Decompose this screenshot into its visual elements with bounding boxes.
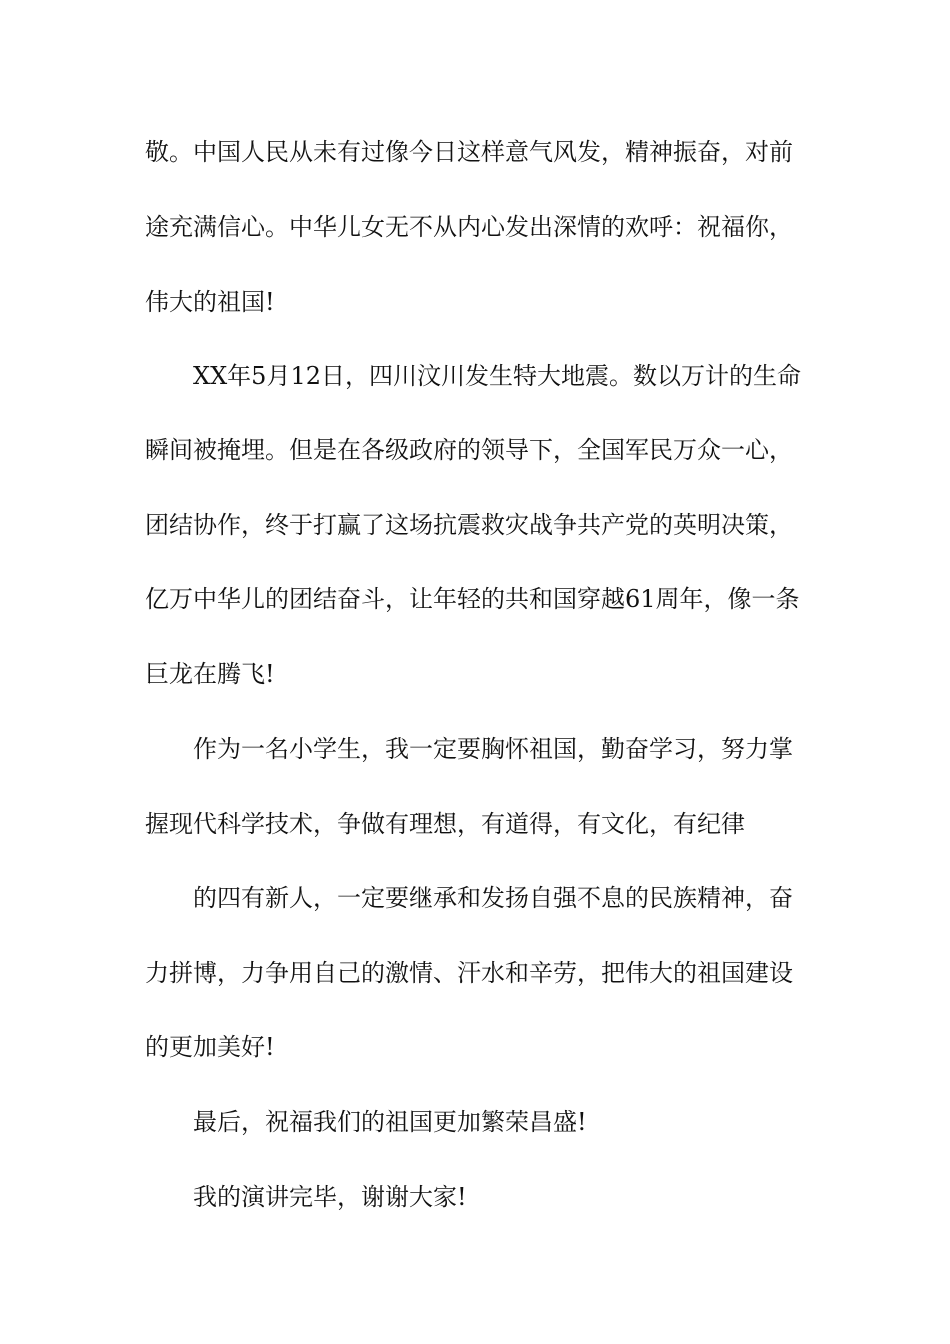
text-line: 我的演讲完毕，谢谢大家! bbox=[193, 1183, 467, 1211]
text-line: 握现代科学技术，争做有理想，有道得，有文化，有纪律 bbox=[145, 810, 745, 838]
text-line: 的四有新人，一定要继承和发扬自强不息的民族精神，奋 bbox=[193, 884, 793, 912]
text-line: 的更加美好! bbox=[145, 1033, 275, 1061]
text-line: 亿万中华儿的团结奋斗，让年轻的共和国穿越61周年，像一条 bbox=[145, 585, 800, 613]
text-line: XX年5月12日，四川汶川发生特大地震。数以万计的生命 bbox=[193, 362, 801, 390]
text-line: 力拼博，力争用自己的激情、汗水和辛劳，把伟大的祖国建设 bbox=[145, 959, 793, 987]
text-line: 巨龙在腾飞! bbox=[145, 660, 275, 688]
text-line: 伟大的祖国! bbox=[145, 288, 275, 316]
text-line: 敬。中国人民从未有过像今日这样意气风发，精神振奋，对前 bbox=[145, 138, 793, 166]
text-line: 瞬间被掩埋。但是在各级政府的领导下，全国军民万众一心， bbox=[145, 436, 793, 464]
text-line: 最后，祝福我们的祖国更加繁荣昌盛! bbox=[193, 1108, 587, 1136]
text-line: 途充满信心。中华儿女无不从内心发出深情的欢呼：祝福你， bbox=[145, 213, 793, 241]
text-line: 作为一名小学生，我一定要胸怀祖国，勤奋学习，努力掌 bbox=[193, 735, 793, 763]
text-line: 团结协作，终于打赢了这场抗震救灾战争共产党的英明决策， bbox=[145, 511, 793, 539]
